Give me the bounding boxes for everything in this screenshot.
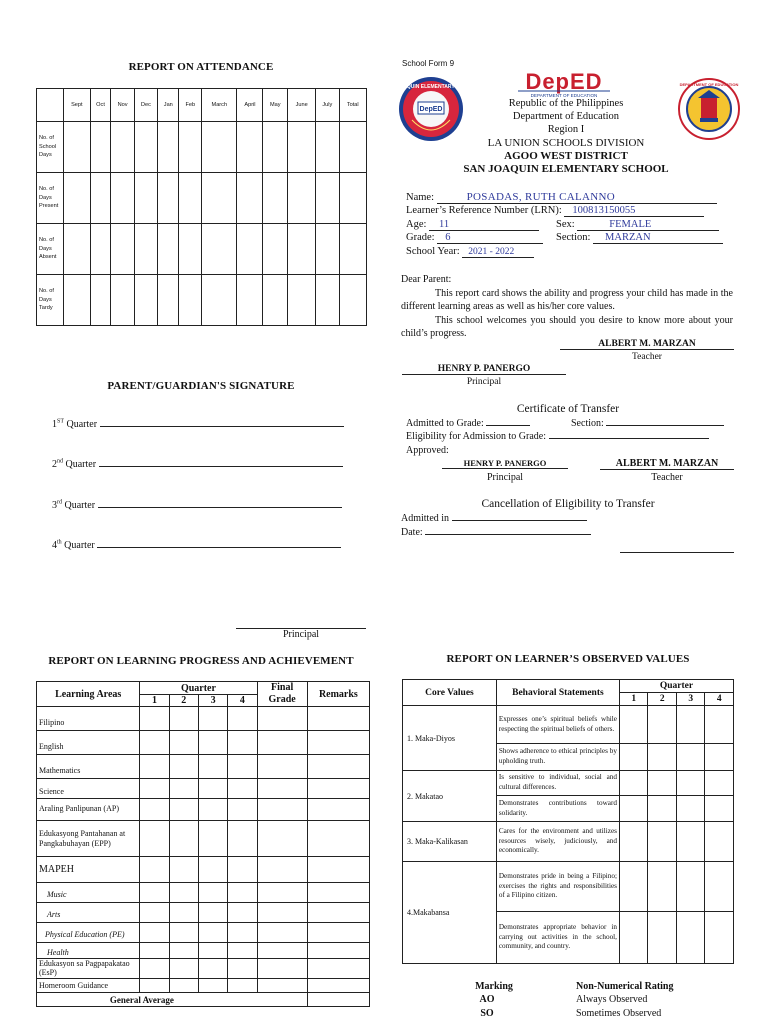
subject-label: Health <box>37 943 140 959</box>
subject-label: Araling Panlipunan (AP) <box>37 799 140 821</box>
subject-label: English <box>37 731 140 755</box>
deped-logo-text: DepED <box>525 69 603 94</box>
subject-label: Physical Education (PE) <box>37 923 140 943</box>
transfer-principal-name: HENRY P. PANERGO <box>442 458 568 469</box>
behavior-statement: Is sensitive to individual, social and cultural differences. <box>496 771 619 796</box>
letter-principal-title: Principal <box>466 377 502 387</box>
learning-table <box>36 681 370 1007</box>
letter-teacher-title: Teacher <box>632 352 662 362</box>
attendance-title: REPORT ON ATTENDANCE <box>128 61 274 73</box>
grade-field[interactable]: 6 <box>437 232 543 244</box>
behavior-statement: Cares for the environment and utilizes resources wisely, judiciously, and economically. <box>496 822 619 862</box>
ov-header-stmt: Behavioral Statements <box>496 680 619 706</box>
header-block-2 <box>420 137 712 176</box>
sig-row-q3 <box>52 500 342 511</box>
sy-field[interactable]: 2021 - 2022 <box>462 247 534 258</box>
school-seal-icon <box>384 76 478 142</box>
cancel-admitted-label: Admitted in <box>401 513 450 524</box>
name-label: Name: <box>406 192 434 203</box>
transfer-eligibility-line[interactable] <box>549 438 709 439</box>
header-department: Department of Education <box>512 111 620 122</box>
transfer-section-label: Section: <box>571 418 604 429</box>
section-row <box>556 232 723 244</box>
month-header: Jan <box>158 89 179 122</box>
ov-header-core: Core Values <box>403 680 497 706</box>
month-header: Total <box>339 89 366 122</box>
subject-label: Edukasyon sa Pagpapakatao (EsP) <box>37 959 140 979</box>
letter-p1: This report card shows the ability and progress your child has made in the different learning areas as well as his/her core values. <box>401 287 733 312</box>
letter-principal-name: HENRY P. PANERGO <box>402 364 566 375</box>
deped-logo-subtext: DEPARTMENT OF EDUCATION <box>530 93 598 98</box>
marking-header: Marking <box>475 981 513 992</box>
transfer-admitted-label: Admitted to Grade: <box>406 418 484 429</box>
sig-q4-line[interactable] <box>97 547 341 548</box>
month-header: July <box>316 89 339 122</box>
cancel-date-label: Date: <box>401 527 423 538</box>
ov-q-header: 3 <box>676 693 705 706</box>
subject-label: Edukasyong Pantahanan at Pangkabuhayan (EPP) <box>37 821 140 857</box>
ov-q-header: 1 <box>619 693 648 706</box>
la-q-header: 4 <box>228 695 257 707</box>
cancel-admitted-line[interactable] <box>452 520 587 521</box>
transfer-eligibility-label: Eligibility for Admission to Grade: <box>406 431 546 442</box>
month-header: Feb <box>179 89 202 122</box>
cancel-date-row <box>401 527 591 538</box>
header-block <box>476 97 656 136</box>
grade-label: Grade: <box>406 232 435 243</box>
sig-q4-label: 4th Quarter <box>52 540 95 552</box>
la-header-final: Final Grade <box>257 682 307 707</box>
la-header-areas: Learning Areas <box>37 682 140 707</box>
core-value-label: 2. Makatao <box>403 771 497 822</box>
cancel-admitted-row <box>401 513 587 524</box>
sig-q2-line[interactable] <box>99 466 343 467</box>
subject-label: Filipino <box>37 707 140 731</box>
deped-seal-icon <box>678 78 740 140</box>
seal-right-text: DEPARTMENT OF EDUCATION <box>679 82 739 87</box>
transfer-title: Certificate of Transfer <box>516 403 620 415</box>
name-row <box>406 191 717 204</box>
subject-label: Homeroom Guidance <box>37 979 140 993</box>
header-republic: Republic of the Philippines <box>508 98 624 109</box>
attendance-row-label: No. of Days Tardy <box>37 275 64 326</box>
core-value-label: 3. Maka-Kalikasan <box>403 822 497 862</box>
marking-code: AO <box>479 994 495 1005</box>
transfer-approved-label: Approved: <box>406 445 449 456</box>
learning-title: REPORT ON LEARNING PROGRESS AND ACHIEVEMENT <box>48 655 354 667</box>
general-average-label: General Average <box>37 993 308 1007</box>
behavior-statement: Demonstrates appropriate behavior in carrying out activities in the school, community, and country. <box>496 912 619 964</box>
marking-desc: Sometimes Observed <box>576 1008 662 1019</box>
letter-block <box>401 273 733 341</box>
month-header: May <box>263 89 288 122</box>
attendance-row-label: No. of Days Present <box>37 173 64 224</box>
ov-q-header: 4 <box>705 693 734 706</box>
month-header: Oct <box>90 89 111 122</box>
sex-row <box>556 219 719 231</box>
subject-label: Mathematics <box>37 755 140 779</box>
transfer-teacher-title: Teacher <box>651 472 683 483</box>
sig-row-q4 <box>52 540 341 551</box>
sy-row <box>406 246 534 258</box>
marking-desc: Always Observed <box>576 994 648 1005</box>
cancel-sign-line <box>620 552 734 553</box>
values-title: REPORT ON LEARNER’S OBSERVED VALUES <box>446 653 690 665</box>
header-school: SAN JOAQUIN ELEMENTARY SCHOOL <box>463 163 669 175</box>
month-header: Dec <box>134 89 157 122</box>
seal-left-logo-text: DepED <box>419 106 443 113</box>
section-field[interactable]: MARZAN <box>593 232 723 244</box>
sex-label: Sex: <box>556 219 575 230</box>
transfer-section-line[interactable] <box>606 425 724 426</box>
sig-row-q2 <box>52 459 343 470</box>
subject-label: MAPEH <box>37 857 140 883</box>
la-header-remarks: Remarks <box>307 682 369 707</box>
school-form-label: School Form 9 <box>402 59 455 68</box>
behavior-statement: Demonstrates contributions toward solidarity. <box>496 796 619 822</box>
transfer-eligibility-row <box>406 431 709 442</box>
age-field[interactable]: 11 <box>429 219 539 231</box>
la-q-header: 1 <box>140 695 169 707</box>
name-field[interactable]: POSADAS, RUTH CALANNO <box>437 191 717 204</box>
month-header: April <box>237 89 263 122</box>
sig-row-q1 <box>52 419 344 430</box>
age-row <box>406 219 539 231</box>
subject-label: Music <box>37 883 140 903</box>
core-value-label: 4.Makabansa <box>403 862 497 964</box>
letter-teacher-name: ALBERT M. MARZAN <box>560 339 734 350</box>
deped-logo-icon <box>512 70 616 98</box>
transfer-principal-title: Principal <box>486 472 524 483</box>
transfer-admitted-row <box>406 418 530 429</box>
sex-field[interactable]: FEMALE <box>577 219 719 231</box>
transfer-teacher-name: ALBERT M. MARZAN <box>600 458 734 470</box>
transfer-section-row <box>571 418 724 429</box>
sig-q3-label: 3rd Quarter <box>52 500 96 512</box>
month-header: Sept <box>64 89 91 122</box>
lrn-row <box>406 205 704 217</box>
sig-q3-line[interactable] <box>98 507 342 508</box>
marking-code: SO <box>480 1008 494 1019</box>
month-header: June <box>288 89 316 122</box>
section-label: Section: <box>556 232 591 243</box>
transfer-grade-line[interactable] <box>486 425 530 426</box>
behavior-statement: Expresses one’s spiritual beliefs while respecting the spiritual beliefs of others. <box>496 706 619 744</box>
header-division: LA UNION SCHOOLS DIVISION <box>487 137 645 149</box>
la-q-header: 2 <box>169 695 198 707</box>
month-header: March <box>202 89 237 122</box>
behavior-statement: Shows adherence to ethical principles by upholding truth. <box>496 744 619 771</box>
core-value-label: 1. Maka-Diyos <box>403 706 497 771</box>
lrn-label: Learner’s Reference Number (LRN): <box>406 205 562 216</box>
principal-sign-label: Principal <box>282 629 320 640</box>
subject-label: Arts <box>37 903 140 923</box>
letter-p2: This school welcomes you should you desire to know more about your child’s progress. <box>401 314 733 339</box>
values-table <box>402 679 734 964</box>
cancel-date-line[interactable] <box>425 534 591 535</box>
la-q-header: 3 <box>198 695 227 707</box>
grade-row <box>406 232 543 244</box>
behavior-statement: Demonstrates pride in being a Filipino; exercises the rights and responsibilities of a Filipino citizen. <box>496 862 619 912</box>
sig-q2-label: 2nd Quarter <box>52 459 97 471</box>
cancel-title: Cancellation of Eligibility to Transfer <box>481 498 655 510</box>
ov-header-quarter: Quarter <box>619 680 733 693</box>
lrn-field[interactable]: 100813150055 <box>564 205 704 217</box>
sy-label: School Year: <box>406 246 460 257</box>
attendance-table <box>36 88 367 326</box>
sig-q1-label: 1ST Quarter <box>52 419 98 431</box>
sig-q1-line[interactable] <box>100 426 344 427</box>
signature-title: PARENT/GUARDIAN'S SIGNATURE <box>107 380 295 392</box>
month-header: Nov <box>111 89 134 122</box>
header-district: AGOO WEST DISTRICT <box>504 150 628 162</box>
la-header-quarter: Quarter <box>140 682 257 695</box>
attendance-row-label: No. of School Days <box>37 122 64 173</box>
header-region: Region I <box>547 124 585 135</box>
rating-header: Non-Numerical Rating <box>576 981 674 992</box>
ov-q-header: 2 <box>648 693 677 706</box>
age-label: Age: <box>406 219 427 230</box>
letter-greeting: Dear Parent: <box>401 274 452 285</box>
subject-label: Science <box>37 779 140 799</box>
attendance-row-label: No. of Days Absent <box>37 224 64 275</box>
seal-left-text: SAN JOAQUIN ELEMENTARY SCHOOL <box>384 84 478 90</box>
